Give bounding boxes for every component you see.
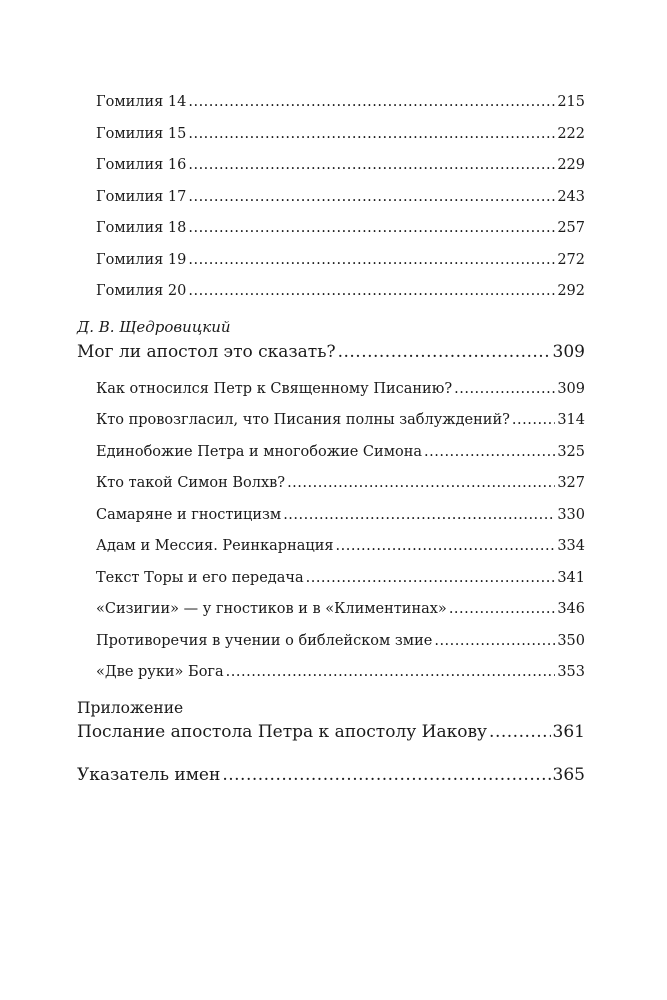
toc-entry-homily-20[interactable] xyxy=(96,283,585,299)
toc-entry-chapter[interactable] xyxy=(96,538,585,554)
toc-entry-page: 361 xyxy=(552,722,585,742)
toc-entry-page: 222 xyxy=(557,126,585,142)
appendix-label: Приложение xyxy=(77,699,184,717)
toc-entry-chapter[interactable] xyxy=(96,633,585,649)
toc-entry-chapter[interactable] xyxy=(96,570,585,586)
toc-entry-page: 229 xyxy=(557,157,585,173)
toc-entry-title: Кто провозгласил, что Писания полны заблуждений? xyxy=(96,412,510,428)
toc-entry-chapter[interactable] xyxy=(96,475,585,491)
toc-entry-title: Гомилия 19 xyxy=(96,252,187,268)
toc-entry-title: Гомилия 20 xyxy=(96,283,187,299)
toc-entry-title: Противоречия в учении о библейском змие xyxy=(96,633,433,649)
toc-entry-chapter[interactable] xyxy=(96,444,585,460)
toc-entry-page: 292 xyxy=(557,283,585,299)
dot-leader xyxy=(188,189,555,205)
dot-leader xyxy=(454,381,555,397)
toc-entry-page: 353 xyxy=(557,664,585,680)
toc-entry-title: Гомилия 17 xyxy=(96,189,187,205)
toc-entry-page: 309 xyxy=(557,381,585,397)
toc-entry-title: Гомилия 14 xyxy=(96,94,187,110)
toc-entry-homily-15[interactable] xyxy=(96,126,585,142)
toc-entry-page: 341 xyxy=(557,570,585,586)
dot-leader xyxy=(188,94,555,110)
dot-leader xyxy=(449,601,556,617)
toc-entry-title: Гомилия 18 xyxy=(96,220,187,236)
toc-entry-title: Гомилия 16 xyxy=(96,157,187,173)
toc-entry-title: Мог ли апостол это сказать? xyxy=(77,342,336,362)
dot-leader xyxy=(222,765,550,785)
toc-entry-chapter[interactable] xyxy=(96,381,585,397)
dot-leader xyxy=(188,283,555,299)
toc-entry-title: Указатель имен xyxy=(77,765,221,785)
dot-leader xyxy=(512,412,555,428)
toc-entry-homily-14[interactable] xyxy=(96,94,585,110)
toc-entry-title: Текст Торы и его передача xyxy=(96,570,304,586)
dot-leader xyxy=(188,252,555,268)
essay-author: Д. В. Щедровицкий xyxy=(77,318,231,336)
toc-entry-page: 257 xyxy=(557,220,585,236)
toc-entry-essay[interactable] xyxy=(77,342,585,362)
dot-leader xyxy=(434,633,555,649)
dot-leader xyxy=(424,444,555,460)
toc-entry-chapter[interactable] xyxy=(96,601,585,617)
toc-entry-title: Адам и Мессия. Реинкарнация xyxy=(96,538,334,554)
dot-leader xyxy=(336,538,556,554)
toc-entry-page: 334 xyxy=(557,538,585,554)
toc-entry-index[interactable] xyxy=(77,765,585,785)
toc-entry-title: «Две руки» Бога xyxy=(96,664,224,680)
toc-entry-page: 215 xyxy=(557,94,585,110)
toc-entry-title: Гомилия 15 xyxy=(96,126,187,142)
dot-leader xyxy=(306,570,556,586)
toc-entry-title: Самаряне и гностицизм xyxy=(96,507,282,523)
toc-entry-page: 327 xyxy=(557,475,585,491)
toc-entry-page: 314 xyxy=(557,412,585,428)
toc-entry-page: 325 xyxy=(557,444,585,460)
toc-entry-chapter[interactable] xyxy=(96,412,585,428)
toc-entry-homily-18[interactable] xyxy=(96,220,585,236)
toc-entry-homily-16[interactable] xyxy=(96,157,585,173)
toc-entry-title: Единобожие Петра и многобожие Симона xyxy=(96,444,423,460)
toc-entry-homily-19[interactable] xyxy=(96,252,585,268)
toc-entry-page: 243 xyxy=(557,189,585,205)
dot-leader xyxy=(188,126,555,142)
toc-entry-page: 350 xyxy=(557,633,585,649)
toc-entry-chapter[interactable] xyxy=(96,507,585,523)
dot-leader xyxy=(188,157,555,173)
toc-entry-title: Как относился Петр к Священному Писанию? xyxy=(96,381,453,397)
dot-leader xyxy=(489,722,551,742)
toc-entry-title: «Сизигии» — у гностиков и в «Климентинах» xyxy=(96,601,447,617)
dot-leader xyxy=(188,220,555,236)
toc-entry-page: 272 xyxy=(557,252,585,268)
toc-entry-homily-17[interactable] xyxy=(96,189,585,205)
dot-leader xyxy=(283,507,555,523)
dot-leader xyxy=(338,342,551,362)
toc-entry-chapter[interactable] xyxy=(96,664,585,680)
toc-entry-appendix[interactable] xyxy=(77,722,585,742)
toc-entry-page: 365 xyxy=(552,765,585,785)
toc-entry-title: Кто такой Симон Волхв? xyxy=(96,475,286,491)
toc-entry-title: Послание апостола Петра к апостолу Иакову xyxy=(77,722,488,742)
toc-entry-page: 309 xyxy=(552,342,585,362)
dot-leader xyxy=(226,664,556,680)
toc-entry-page: 346 xyxy=(557,601,585,617)
toc-entry-page: 330 xyxy=(557,507,585,523)
dot-leader xyxy=(287,475,555,491)
